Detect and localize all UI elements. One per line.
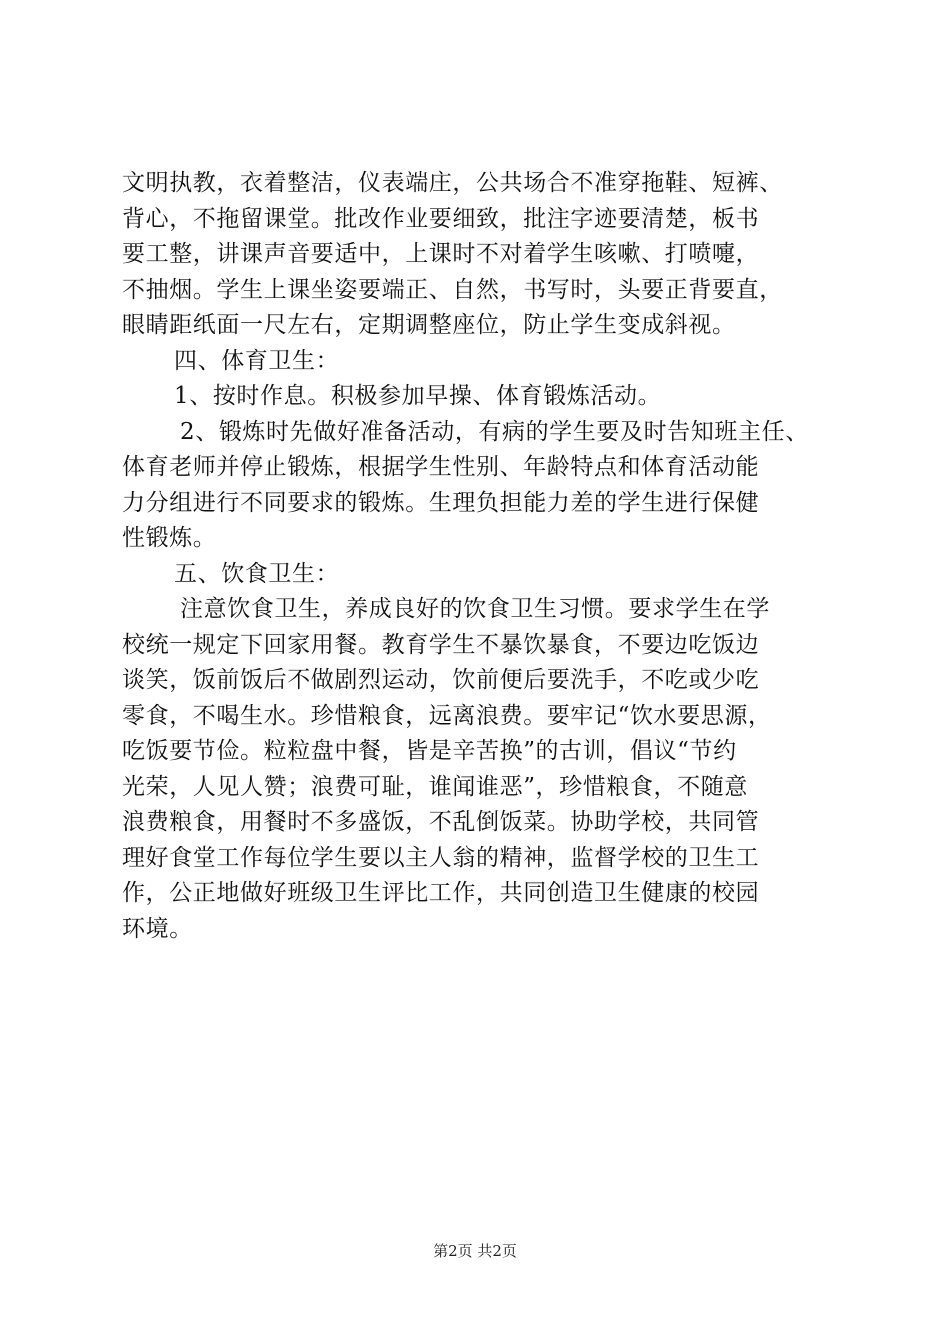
paragraph-line: 吃饭要节俭。粒粒盘中餐，皆是辛苦换”的古训，倡议“节约 [122,738,737,764]
paragraph-line: 性锻炼。 [122,525,217,551]
paragraph-line: 要工整，讲课声音要适中，上课时不对着学生咳嗽、打喷嚏， [122,241,760,267]
paragraph-line: 零食，不喝生水。珍惜粮食，远离浪费。要牢记“饮水要思源， [122,702,772,729]
paragraph-line: 背心，不拖留课堂。批改作业要细致，批注字迹要清楚，板书 [122,205,760,232]
paragraph-line: 谈笑，饭前饭后不做剧烈运动，饮前便后要洗手，不吃或少吃 [122,667,760,693]
section-heading-sports-hygiene: 四、体育卫生： [174,347,340,374]
paragraph-line: 作，公正地做好班级卫生评比工作，共同创造卫生健康的校园 [122,880,760,906]
paragraph-line: 不抽烟。学生上课坐姿要端正、自然，书写时，头要正背要直， [122,276,783,303]
paragraph-line: 浪费粮食，用餐时不多盛饭，不乱倒饭菜。协助学校，共同管 [122,809,760,835]
page-footer: 第2页 共2页 [433,1242,517,1260]
list-item: 1、按时作息。积极参加早操、体育锻炼活动。 [174,383,662,409]
paragraph-line: 文明执教，衣着整洁，仪表端庄，公共场合不准穿拖鞋、短裤、 [122,170,783,196]
paragraph-line: 眼睛距纸面一尺左右，定期调整座位，防止学生变成斜视。 [122,312,736,338]
paragraph-line: 校统一规定下回家用餐。教育学生不暴饮暴食，不要边吃饭边 [122,631,760,658]
paragraph-line: 理好食堂工作每位学生要以主人翁的精神，监督学校的卫生工 [122,844,760,871]
paragraph-line: 环境。 [122,915,193,942]
paragraph-line: 力分组进行不同要求的锻炼。生理负担能力差的学生进行保健 [122,489,760,516]
section-heading-diet-hygiene: 五、饮食卫生： [174,560,340,587]
document-body [122,166,834,947]
paragraph-line: 注意饮食卫生，养成良好的饮食卫生习惯。要求学生在学 [180,596,770,622]
paragraph-line: 光荣，人见人赞；浪费可耻，谁闻谁恶”，珍惜粮食，不随意 [122,773,748,800]
list-item: 2、锻炼时先做好准备活动，有病的学生要及时告知班主任、 [180,418,809,445]
paragraph-line: 体育老师并停止锻炼，根据学生性别、年龄特点和体育活动能 [122,454,760,480]
